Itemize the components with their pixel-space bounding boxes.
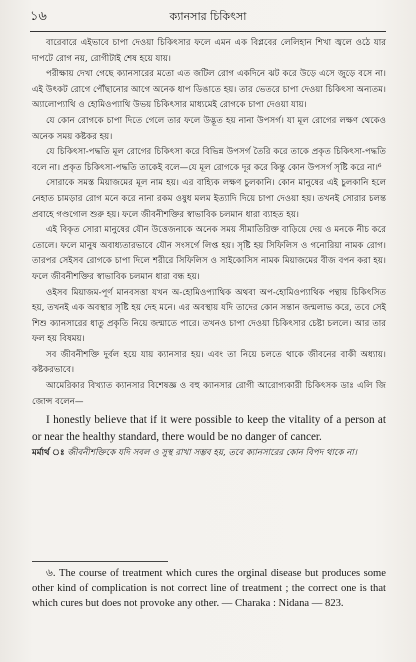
english-quote: I honestly believe that if it were possible to keep the vitality of a person at or near the healthy standard, there would be no danger of cancer. — [32, 414, 386, 444]
paragraph: সোরাকে সমস্ত মিয়াজমের মূল নাম হয়। এর বাহ্যিক লক্ষণ চুলকানি। কোন মানুষের এই চুলকানি হলে নেহাত চামড়ার রোগ মনে করে নানা রকম ওষুধ মলম ইত্যাদি দিয়ে চাপা দেওয়া হয়। তখনই সোরার চলন্ত প্রবাহে গণ্ডগোল শুরু হয়। ফলে জীবনীশক্তির স্বাভাবিক চলমান ধারা ব্যাহত হয়। — [32, 178, 386, 220]
footnote-mark: ৬. — [46, 568, 56, 579]
gist — [32, 446, 386, 462]
paragraph: এই বিকৃত সোরা মানুষের যৌন উত্তেজনাকে অনেক সময় সীমাতিরিক্ত বাড়িয়ে দেয় ও মনকে নীচ করে তোলে। ফলে মানুষ অবাধ্যতারভাবে যৌন সংসর্গে লিপ্ত হয়। সৃষ্টি হয় সিফিলিস ও গনোরিয়া নামক রোগ। তারপর সেইসব রোগকে চাপা দিলে শরীরে সিফিলিস ও সাইকোসিস নামক মিয়াজমের বীজ বপন করা হয়। ফলে জীবনীশক্তির স্বাভাবিক চলমান ধারা বন্ধ হয়। — [32, 225, 386, 282]
footnote — [32, 566, 386, 611]
paragraph: যে কোন রোগকে চাপা দিতে গেলে তার ফলে উদ্ভূত হয় নানা উপসর্গ। যা মূল রোগের লক্ষণ থেকেও অনেক সময় কষ্টকর হয়। — [32, 115, 386, 142]
quote-intro: আমেরিকার বিখ্যাত ক্যানসার বিশেষজ্ঞ ও বহু ক্যানসার রোগী আরোগ্যকারী চিকিৎসক ডাঃ এলি জি জোন্স বলেন— — [32, 381, 386, 407]
paragraph: বারেবারে এইভাবে চাপা দেওয়া চিকিৎসার ফলে এমন এক বিপ্লবের লেলিহান শিখা জ্বলে ওঠে যার দাপটে রোগ নয়, রোগীটাই শেষ হয়ে যায়। — [32, 38, 386, 64]
page-number: ১৬ — [30, 9, 47, 24]
gist-label: মর্মার্থ ঃ — [32, 448, 65, 459]
paragraph: সব জীবনীশক্তি দুর্বল হয়ে যায় ক্যানসার হয়। এবং তা নিয়ে চলতে থাকে জীবনের বাকী অধ্যায়। কষ্টকরভাবে। — [32, 349, 386, 376]
running-title: ক্যানসার চিকিৎসা — [169, 10, 247, 23]
paragraph: ওইসব মিয়াজম-পূর্ণ মানবসত্তা যখন অ-হোমিওপ্যাথিক অথবা অপ-হোমিওপ্যাথিক পন্থায় চিকিৎসিত হয়, তখনই এক অবস্থার সৃষ্টি হয় দেহ মনে। এর অবস্থায় যদি তাদের কোন সন্তান জন্মলাভ করে, তবে সেই শিশু ক্যানসারের ধাতু প্রকৃতি নিয়ে জন্মাতে পারে। তখনও চাপা দেওয়া চিকিৎসার চেষ্টা চললে। আর তার ফল হয় বিষময়। — [32, 287, 386, 345]
paragraph: পরীক্ষায় দেখা গেছে ক্যানসারের মতো এত জটিল রোগ একদিনে ঝট করে উড়ে এসে জুড়ে বসে না। এই উৎকট রোগে পৌঁছানোর আগে অনেক ধাপ ডিঙাতে হয়। তার ভেতরে চাপা দেওয়া চিকিৎসা অন্যতম। অ্যালোপ্যাথি ও হোমিওপ্যাথি উভয় চিকিৎসার মাধ্যমেই রোগকে চাপা দেওয়া যায়। — [32, 69, 386, 111]
header-rule — [30, 31, 386, 32]
footnote-text: The course of treatment which cures the orginal disease but produces some other kind of complication is not correct line of treatment ; the correct one is that which cures but does not provoke any other. — Charaka : Nidana — 823. — [32, 568, 386, 609]
paragraph: যে চিকিৎসা-পদ্ধতি মূল রোগের চিকিৎসা করে বিভিন্ন উপসর্গ তৈরি করে তাকে প্রকৃত চিকিৎসা-পদ্ধতি বলে না। প্রকৃত চিকিৎসা-পদ্ধতি তাকেই বলে—যে মূল রোগকে দূর করে কিন্তু কোন উপসর্গ সৃষ্টি করে না।⁶ — [32, 147, 386, 173]
body-text — [32, 36, 386, 462]
page-header — [30, 7, 386, 29]
gist-text: জীবনীশক্তিকে যদি সবল ও সুস্থ রাখা সম্ভব হয়, তবে ক্যানসারের কোন বিপদ থাকে না। — [67, 448, 357, 459]
footnote-rule — [32, 561, 168, 562]
